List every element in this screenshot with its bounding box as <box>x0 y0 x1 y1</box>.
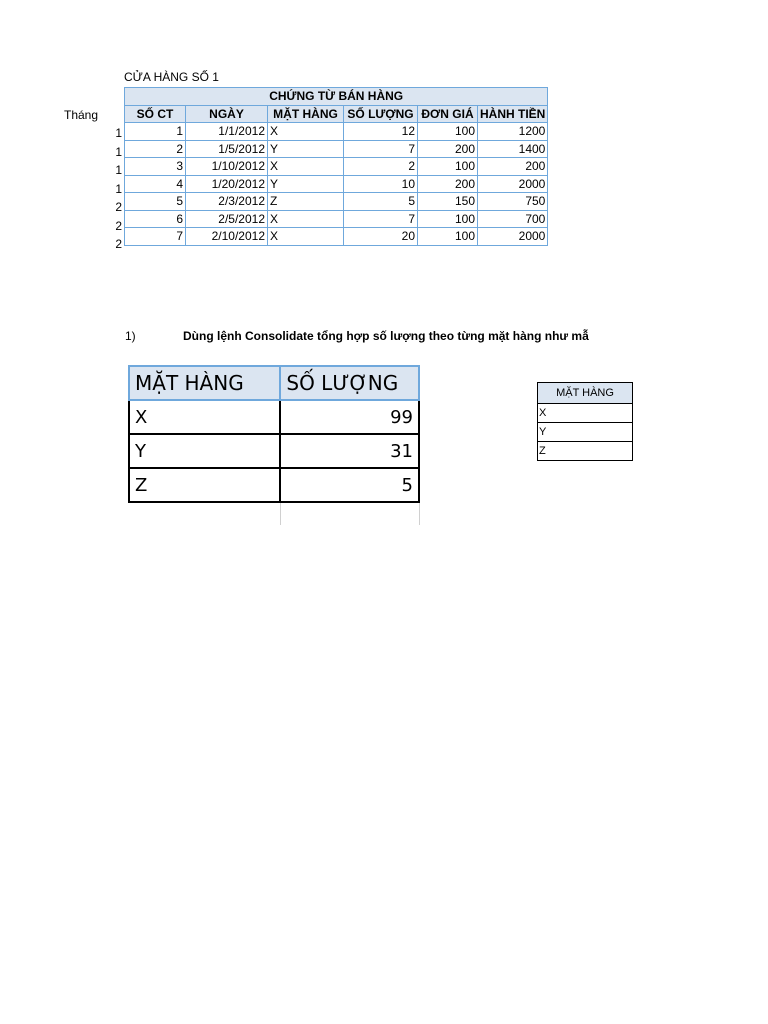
cell[interactable]: 700 <box>478 210 548 228</box>
month-cell[interactable]: 1 <box>115 144 122 159</box>
cell[interactable]: Z <box>268 193 344 211</box>
month-cell[interactable]: 2 <box>115 218 122 233</box>
month-label: Tháng <box>64 108 99 122</box>
grid-line <box>280 502 281 525</box>
result-table <box>537 382 633 461</box>
cell[interactable]: 1/1/2012 <box>186 123 268 141</box>
cell[interactable]: 200 <box>418 140 478 158</box>
table-row <box>538 442 633 461</box>
month-cell[interactable]: 1 <box>115 126 122 140</box>
sample-header-so-luong: SỐ LƯỢNG <box>280 366 419 400</box>
sales-header-row <box>125 105 548 123</box>
month-cell[interactable]: 2 <box>115 200 122 214</box>
cell[interactable]: 2000 <box>478 175 548 193</box>
table-row <box>125 123 548 141</box>
month-column <box>96 124 124 254</box>
cell[interactable]: X <box>268 158 344 176</box>
sample-image <box>128 365 420 525</box>
cell[interactable]: 2000 <box>478 228 548 246</box>
cell[interactable]: 20 <box>344 228 418 246</box>
cell[interactable]: 2/3/2012 <box>186 193 268 211</box>
cell[interactable]: 200 <box>478 158 548 176</box>
sample-cell: 5 <box>280 468 419 502</box>
task-text: Dùng lệnh Consolidate tổng hợp số lượng theo từng mặt hàng như mẫ <box>183 329 589 343</box>
cell[interactable]: 1200 <box>478 123 548 141</box>
cell[interactable]: 100 <box>418 210 478 228</box>
cell[interactable]: 4 <box>125 175 186 193</box>
cell[interactable]: 5 <box>125 193 186 211</box>
cell[interactable]: Y <box>268 175 344 193</box>
cell[interactable]: 1/20/2012 <box>186 175 268 193</box>
cell[interactable]: X <box>268 210 344 228</box>
month-cell[interactable]: 2 <box>115 237 122 251</box>
cell[interactable]: 750 <box>478 193 548 211</box>
table-row <box>125 158 548 176</box>
header-thanh-tien[interactable]: HÀNH TIỀN <box>478 105 548 123</box>
sample-cell: 31 <box>280 434 419 468</box>
table-row <box>538 404 633 423</box>
cell[interactable]: 100 <box>418 123 478 141</box>
table-row <box>129 400 419 434</box>
cell[interactable]: 10 <box>344 175 418 193</box>
cell[interactable]: 2 <box>344 158 418 176</box>
sample-cell: Y <box>129 434 280 468</box>
table-row <box>129 468 419 502</box>
cell[interactable]: 6 <box>125 210 186 228</box>
result-cell[interactable]: X <box>538 404 633 423</box>
cell[interactable]: 7 <box>344 210 418 228</box>
cell[interactable]: 200 <box>418 175 478 193</box>
cell[interactable]: 100 <box>418 228 478 246</box>
cell[interactable]: X <box>268 228 344 246</box>
cell[interactable]: 7 <box>344 140 418 158</box>
cell[interactable]: 2/5/2012 <box>186 210 268 228</box>
cell[interactable]: 100 <box>418 158 478 176</box>
cell[interactable]: 2/10/2012 <box>186 228 268 246</box>
cell[interactable]: Y <box>268 140 344 158</box>
task-instruction <box>125 329 589 343</box>
result-cell[interactable]: Y <box>538 423 633 442</box>
table-row <box>125 175 548 193</box>
month-cell[interactable]: 1 <box>115 181 122 196</box>
cell[interactable]: X <box>268 123 344 141</box>
sales-table-title[interactable]: CHỨNG TỪ BÁN HÀNG <box>125 88 548 106</box>
sales-table <box>124 87 548 246</box>
sample-cell: 99 <box>280 400 419 434</box>
table-row <box>538 423 633 442</box>
cell[interactable]: 2 <box>125 140 186 158</box>
cell[interactable]: 5 <box>344 193 418 211</box>
cell[interactable]: 150 <box>418 193 478 211</box>
store-title: CỬA HÀNG SỐ 1 <box>124 70 219 84</box>
cell[interactable]: 1/5/2012 <box>186 140 268 158</box>
result-header[interactable]: MẶT HÀNG <box>538 383 633 404</box>
month-cell[interactable]: 1 <box>115 163 122 177</box>
header-ngay[interactable]: NGÀY <box>186 105 268 123</box>
cell[interactable]: 1 <box>125 123 186 141</box>
header-so-ct[interactable]: SỐ CT <box>125 105 186 123</box>
cell[interactable]: 1400 <box>478 140 548 158</box>
cell[interactable]: 3 <box>125 158 186 176</box>
table-row <box>125 193 548 211</box>
cell[interactable]: 12 <box>344 123 418 141</box>
sample-cell: X <box>129 400 280 434</box>
table-row <box>129 434 419 468</box>
header-so-luong[interactable]: SỐ LƯỢNG <box>344 105 418 123</box>
header-don-gia[interactable]: ĐƠN GIÁ <box>418 105 478 123</box>
result-cell[interactable]: Z <box>538 442 633 461</box>
task-number: 1) <box>125 329 136 343</box>
sample-table <box>128 365 420 503</box>
header-mat-hang[interactable]: MẶT HÀNG <box>268 105 344 123</box>
cell[interactable]: 7 <box>125 228 186 246</box>
table-row <box>125 140 548 158</box>
sample-cell: Z <box>129 468 280 502</box>
sample-header-mat-hang: MẶT HÀNG <box>129 366 280 400</box>
table-row <box>125 228 548 246</box>
cell[interactable]: 1/10/2012 <box>186 158 268 176</box>
table-row <box>125 210 548 228</box>
